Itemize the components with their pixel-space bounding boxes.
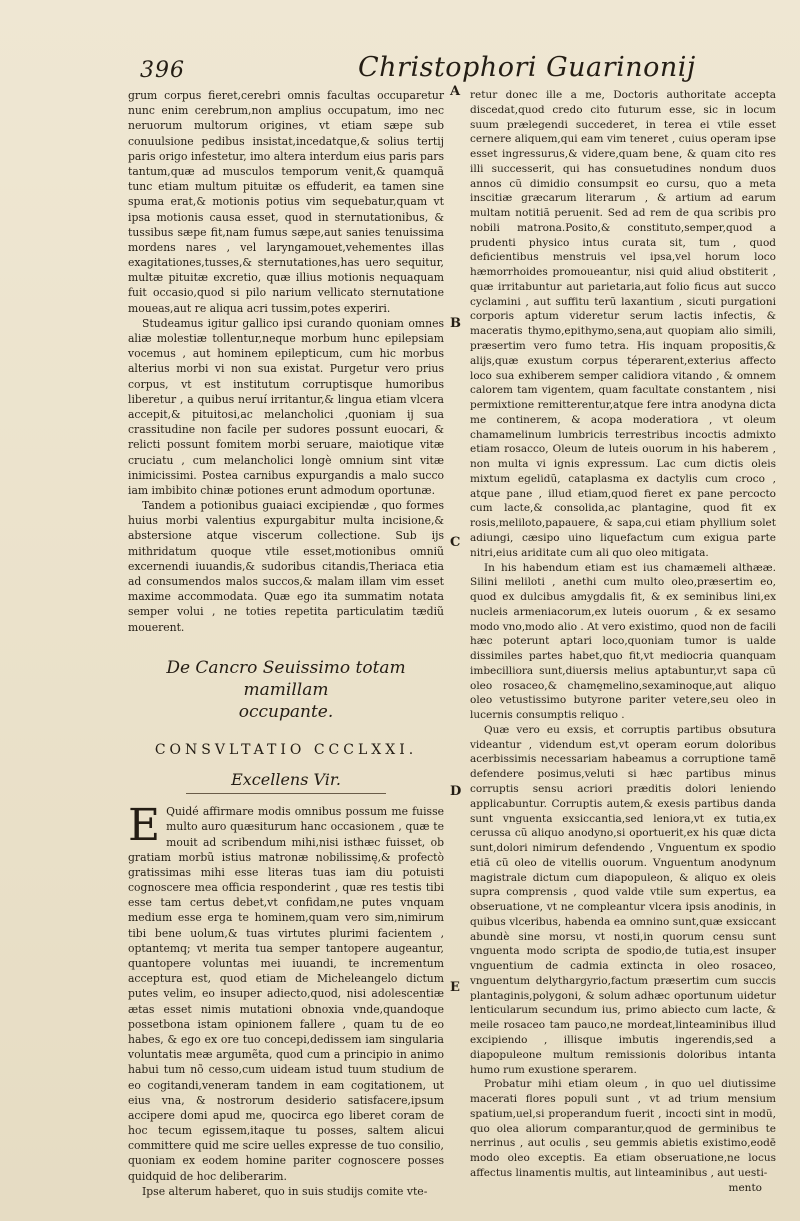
divider [186, 793, 386, 794]
paragraph: grum corpus fieret,cerebri omnis facultas occuparetur nunc enim cerebrum,non amplius occupatum, imo nec neruorum multorum origines, vt etiam sæpe sub conuulsione pedibus insistat,incedatque,& solius tertij paris origo infestetur, imo altera interdum eius paris pars tantum,quæ ad musculos temporum venit,& quamquã tunc etiam multum pituitæ os effuderit, ea tamen sine spuma erat,& motionis potius vim sequebatur,quam vt ipsa motionis causa esset, quod in sternutationibus, & tussibus sæpe fit,nam fumus sæpe,aut sanies tenuissima mordens nares , vel laryngamouet,vehementes illas exagitationes,tusses,& sternutationes,has uero sequitur, multæ pituitæ excretio, quæ illius motionis nequaquam fuit occasio,quod si pilo narium vellicato sternutatione moueas,aut re aliqua acri tussim,potes experiri. [128, 89, 444, 315]
paragraph: Ipse alterum haberet, quo in suis studijs comite vte- [142, 1184, 428, 1198]
margin-marker-c: C [450, 535, 461, 550]
case-heading-line: occupante. [238, 701, 334, 722]
case-heading-line: De Cancro Seuissimo totam mamillam [166, 657, 406, 700]
running-title: Christophori Guarinonij [358, 52, 696, 83]
left-column [128, 88, 444, 1199]
margin-marker-d: D [450, 784, 462, 799]
margin-marker-a: A [450, 84, 461, 99]
salutation: Excellens Vir. [231, 769, 341, 789]
drop-cap: E [128, 800, 161, 852]
consultatio-title: CONSVLTATIO CCCLXXI. [154, 741, 418, 758]
running-head [0, 52, 800, 92]
letter-paragraph [128, 800, 444, 1184]
paragraph: In his habendum etiam est ius chamæmeli althææ. Silini meliloti , anethi cum multo oleo,præsertim eo, quod ex dulcibus amygdalis fit, & ex seminibus lini,ex nucleis armeniacorum,ex luteis ouorum , & ex sesamo modo vno,modo alio . At vero existimo, quod non de facili hæc poterunt aptari loco,quoniam tumor is ualde dissimiles partes habet,quo fit,vt mediocria quanquam imbecilliora sunt,diuersis melius aptabuntur,vt sapa cũ oleo rosaceo,& chamęmelino,sexaminoque,aut aliquo oleo vetustissimo butyrone pariter vetere,seu oleo in lucernis consumptis reliquo . [470, 561, 776, 722]
margin-marker-b: B [450, 316, 461, 331]
margin-marker-e: E [450, 980, 460, 995]
paragraph: Tandem a potionibus guaiaci excipiendæ , quo formes huius morbi valentius expurgabitur multa incisione,& abstersione atque viscerum collectione. Sub ijs mithridatum quoque vtile esset,motionibus omniũ excernendi iuuandis,& sudoribus citandis,Theriaca etia ad consumendos malos succos,& malam illam vim esset maxime accommodata. Quæ ego ita summatim notata semper volui , ne toties repetita particulatim tædiũ mouerent. [128, 499, 444, 634]
paragraph: Studeamus igitur gallico ipsi curando quoniam omnes aliæ molestiæ tollentur,neque morbum hunc epilepsiam vocemus , aut hominem epilepticum, cum hic morbus alterius morbi vi non sua existat. Purgetur vero prius corpus, vt est institutum corruptisque humoribus liberetur , a quibus neruí irritantur,& lingua etiam vlcera accepit,& pituitosi,ac melancholici ,quoniam ij sua crassitudine non facile per sudores possunt euocari, & relicti possunt fomitem morbi seruare, maiotique vitæ cruciatu , cum melancholici longè omnium sint vitæ inimicissimi. Postea carnibus expurgandis a malo succo iam imbibito chinæ potiones erunt admodum oportunæ. [128, 316, 444, 497]
paragraph-text: Quidé affirmare modis omnibus possum me fuisse multo auro quæsiturum hanc occasionem , quæ te mouit ad scribendum mihi,nisi isthæc fuisset, ob gratiam morbũ istius matronæ nobilissimę,& profectò gratissimas mihi esse literas tuas iam diu potuisti cognoscere mea officia responderint , quæ res testis tibi esse tam certus debet,vt confidam,ne putes vnquam medium esse erga te hominem,quam vero sim,nimirum tibi bene uolum,& tuas virtutes plurimi facientem , optantemq; vt merita tua semper tantopere augeantur, quantopere voluntas mei iuuandi, te incrementum acceptura est, quod etiam de Micheleangelo dictum putes velim, eo insuper adiecto,quod, nisi adolescentiæ ætas esset nimis mutationi obnoxia vnde,quandoque possetbona istam opinionem fallere , quam tu de eo habes, & ego ex ore tuo concepi,dedissem iam singularia voluntatis meæ argumẽta, quod cum a principio in animo habui tum nõ cesso,cum uideam istud tuum studium de eo cogitandi,veneram tandem in eam cogitationem, ut eius vna, & nostrorum desiderio satisfacere,ipsum accipere domi apud me, quocirca ego liberet coram de hoc tecum egissem,itaque tu posses, saltem alicui committere quid me scire uelles expresse de tuo consilio, quoniam ex eodem homine pariter cognoscere posses quidquid de hoc deliberarim. [128, 805, 444, 1183]
page-number: 396 [140, 58, 185, 83]
paragraph: retur donec ille a me, Doctoris authoritate accepta discedat,quod credo cito futurum esse, sic in locum suum prælegendi succederet, in terea ei vtile esset cernere aliquem,qui eam vim teneret , cuius operam ipse esset ingressurus,& videre,quam bene, & quam cito res illi successerit, qui has consuetudines nondum duos annos cũ dimidio consumpsit eo cursu, quo a meta inscitiæ græcarum literarum , & artium ad earum multam notitiã peruenit. Sed ad rem de qua scribis pro nobili matrona.Posito,& constituto,semper,quod a prudenti physico intus curata sit, tum , quod deficientibus menstruis vel ipsa,vel horum loco hæmorrhoides promoueantur, nisi quid aliud obstiterit , quæ irritabuntur aut parietaria,aut folio ficus aut succo cyclamini , aut suffitu terũ laxantium , sicuti purgationi corporis aptum videretur serum lactis infectis, & maceratis thymo,epithymo,sena,aut quopiam alio simili, præsertim vero fumo tetra. His inquam propositis,& alijs,quæ exustum corpus téperarent,exterius affecto loco sua exhiberem semper calidiora vitando , & omnem calorem tam vigentem, quam facultate constantem , nisi permixtione remitterentur,atque fere intra anodyna dicta me continerem, & acopa moderatiora , vt oleum chamamelinum lumbricis terrestribus incoctis admixto etiam rosacco, Oleum de luteis ouorum in his haberem , non multa vi ignis expressum. Lac cum dictis oleis mixtum egelidũ, cataplasma ex dactylis cum croco , atque pane , illud etiam,quod fieret ex pane percocto cum lacte,& consolida,ac plantagine, quod fit ex rosis,meliloto,papauere, & sapa,cui etiam phyllium solet adiungi, cæsipo uino liquefactum cum exigua parte nitri,eius ariditate cum ali quo oleo mitigata. [470, 89, 776, 559]
catchword: mento [728, 1181, 762, 1194]
paragraph: Quæ vero eu exsis, et corruptis partibus obsutura videantur , videndum est,vt operam eorum doloribus acerbissimis necessariam habeamus a corruptione tamẽ defendere posimus,veluti si hæc partibus minus corruptis sensu acriori præditis dolori leniendo applicabuntur. Corruptis autem,& exesis partibus danda sunt vnguenta exsiccantia,sed leniora,vt ex tutia,ex cerussa cũ aliquo anodyno,si oportuerit,ex his quæ dicta sunt,dolori nimirum defendendo , Vnguentum ex spodio etiã cũ oleo de vitellis ouorum. Vnguentum anodynum magistrale dictum cum diapopuleon, & aliquo ex oleis supra comprensis , quod valde vtile sum expertus, ea obseruatione, vt ne compleantur vlcera ipsis anodinis, in quibus vlceribus, habenda ea omnino sunt,quæ exsiccant abundè sine morsu, vt nosti,in quorum censu sunt vnguenta modo scripta de spodio,de tutia,est insuper vnguentium de cadmia extincta in oleo rosaceo, vnguentum delythargyrio,factum præsertim cum succis plantaginis,polygoni, & solum adhæc oportunum uidetur lenticularum secundum ius, primo abiecto cum lacte, & meile rosaceo tam pauco,ne mordeat,linteaminibus illud excipiendo , illisque imbutis ingerendis,sed a diapopuleone multum remissionis doloribus intanta humo rum exustione sperarem. [470, 723, 776, 1076]
paragraph: Probatur mihi etiam oleum , in quo uel diutissime macerati flores populi sunt , vt ad trium mensium spatium,uel,si properandum fuerit , incocti sint in modũ, quo olea aliorum comparantur,quod de germinibus te nerrinus , aut oculis , seu gemmis abietis existimo,eodē modo oleo exceptis. Ea etiam obseruatione,ne locus affectus linamentis multis, aut linteaminibus , aut uesti- [470, 1078, 776, 1179]
right-column [470, 88, 776, 1195]
case-heading [128, 657, 444, 723]
